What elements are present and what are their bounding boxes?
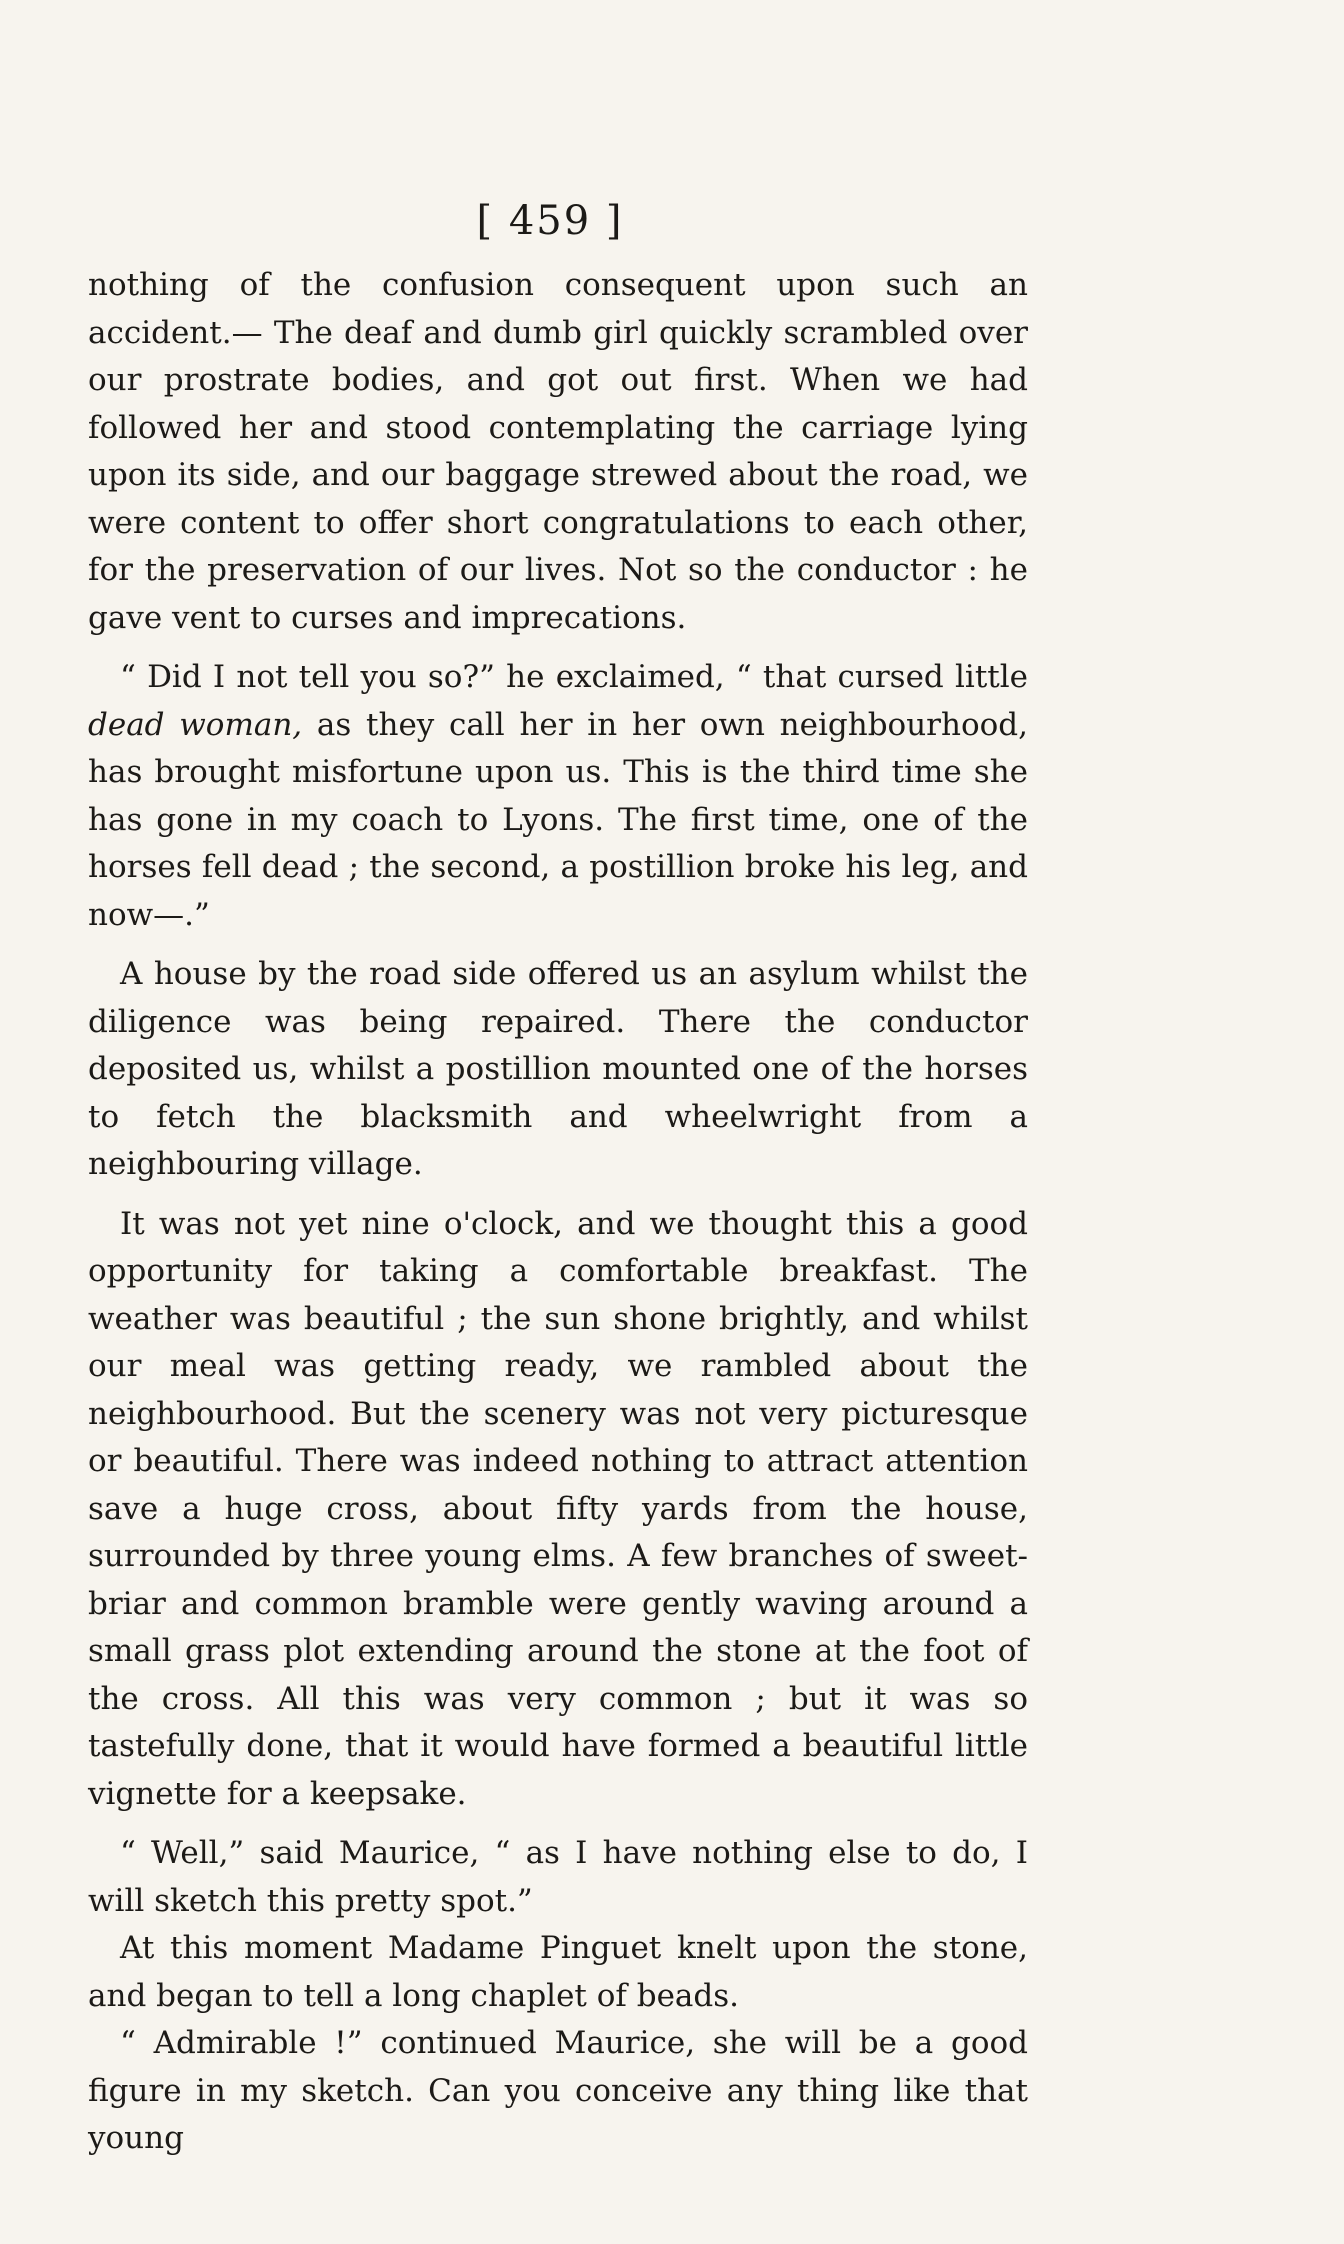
page-number: [ 459 ] [476, 198, 624, 244]
paragraph-7: “ Admirable !” continued Maurice, she will be a good figure in my sketch. Can you conceive any thing like that young [88, 2025, 1028, 2156]
paragraph-1: nothing of the confusion consequent upon such an accident.— The deaf and dumb girl quickly scrambled over our prostrate bodies, and got out first. When we had followed her and stood contemplating the carriage lying upon its side, and our baggage strewed about the road, we were content to offer short congratulations to each other, for the preservation of our lives. Not so the conductor : he gave vent to curses and imprecations. [88, 267, 1028, 636]
paragraph-2 [88, 654, 1028, 939]
body-text [88, 262, 1028, 2163]
paragraph-6: At this moment Madame Pinguet knelt upon the stone, and began to tell a long chaplet of beads. [88, 1930, 1028, 2014]
paragraph-5: “ Well,” said Maurice, “ as I have nothing else to do, I will sketch this pretty spot.” [88, 1835, 1028, 1919]
paragraph-2-before: “ Did I not tell you so?” he exclaimed, “ that cursed little [120, 659, 1028, 695]
paragraph-2-emphasis: dead woman, [88, 706, 303, 743]
paragraph-3: A house by the road side offered us an asylum whilst the diligence was being repaired. There the conductor deposited us, whilst a postillion mounted one of the horses to fetch the blacksmith and wheelwright from a neighbouring village. [88, 956, 1028, 1182]
paragraph-4: It was not yet nine o'clock, and we thought this a good opportunity for taking a comfortable breakfast. The weather was beautiful ; the sun shone brightly, and whilst our meal was getting ready, we rambled about the neighbourhood. But the scenery was not very picturesque or beautiful. There was indeed nothing to attract attention save a huge cross, about fifty yards from the house, surrounded by three young elms. A few branches of sweet-briar and common bramble were gently waving around a small grass plot extending around the stone at the foot of the cross. All this was very common ; but it was so tastefully done, that it would have formed a beautiful little vignette for a keepsake. [88, 1205, 1028, 1812]
paragraph-2-after: as they call her in her own neighbourhood, has brought misfortune upon us. This is the third time she has gone in my coach to Lyons. The first time, one of the horses fell dead ; the second, a postillion broke his leg, and now—.” [88, 706, 1028, 933]
